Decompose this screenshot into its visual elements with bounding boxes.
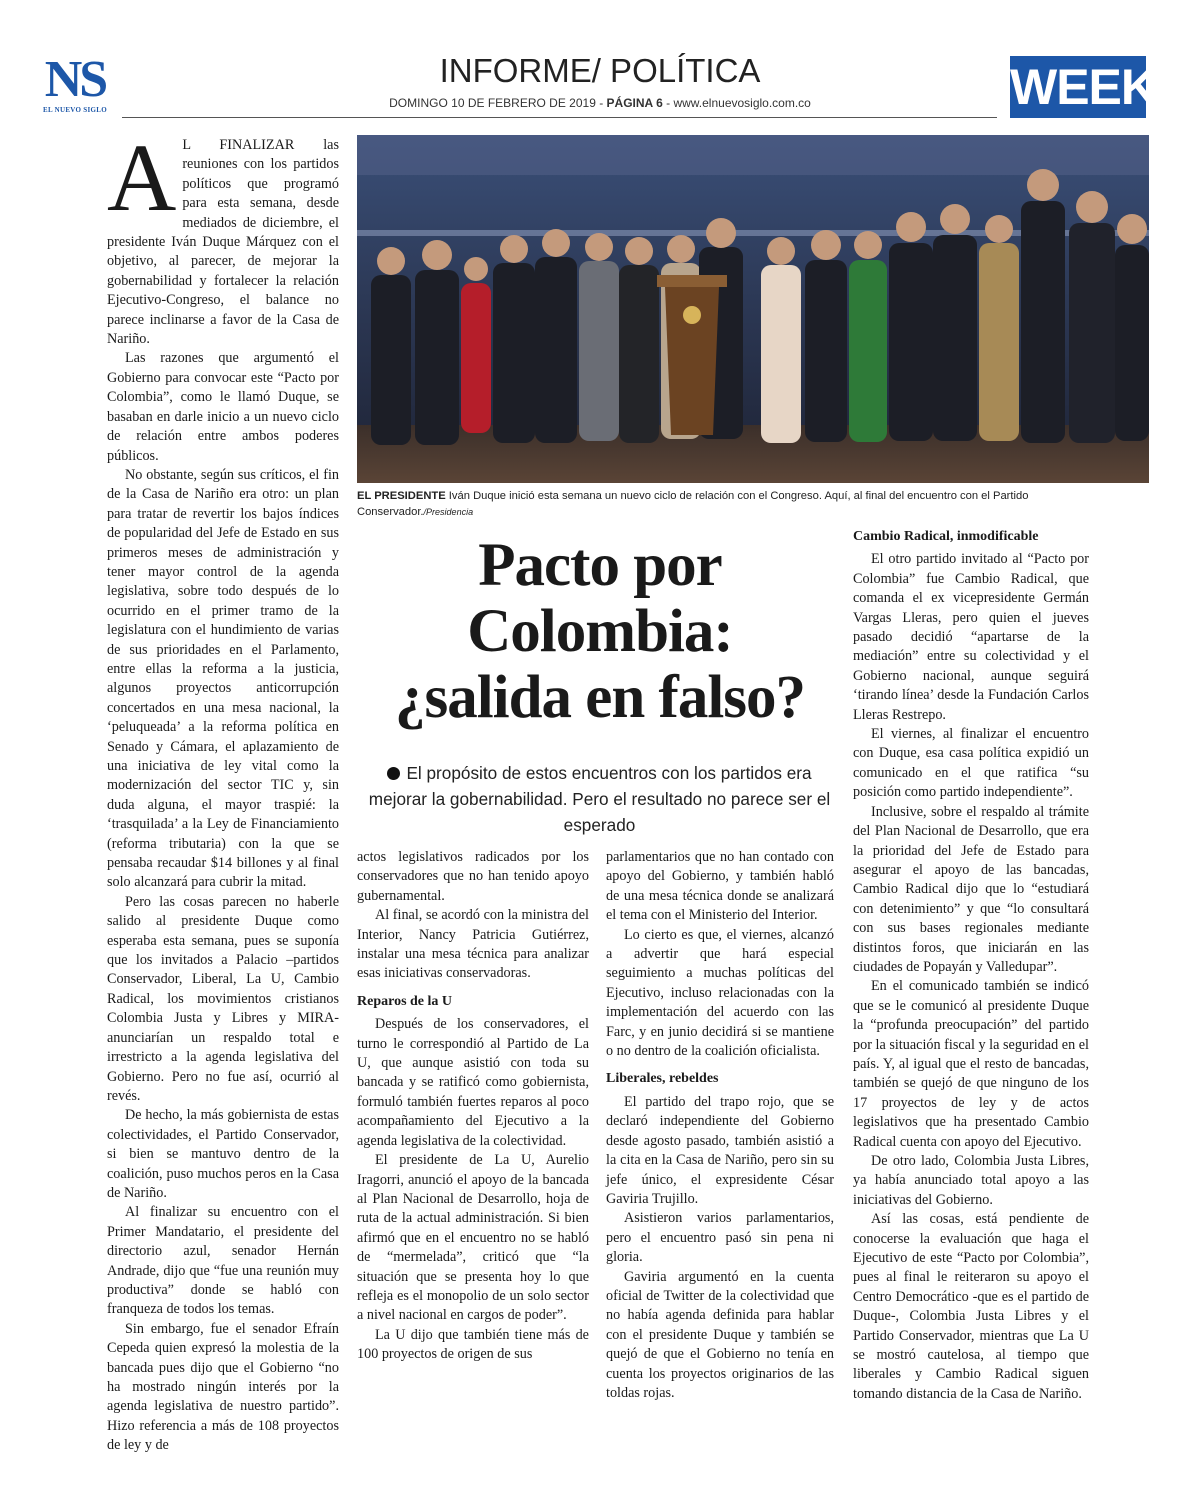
- bullet-icon: [387, 767, 400, 780]
- paragraph: parlamentarios que no han contado con apoyo del Gobierno, y también habló de una mesa técnica donde se analizará el tema con el Ministerio del Interior.: [606, 849, 834, 924]
- paragraph: Las razones que argumentó el Gobierno para convocar este “Pacto por Colombia”, como le llamó Duque, se basaban en darle inicio a un nuevo ciclo de relación entre ambos poderes públicos.: [107, 350, 339, 464]
- logo-subtitle: EL NUEVO SIGLO: [43, 106, 107, 114]
- paragraph: Lo cierto es que, el viernes, alcanzó a advertir que hará especial seguimiento a muchas políticas del Ejecutivo, incluso relacionadas con la implementación del acuerdo con las Farc, y en junio decidirá si se mantiene o no dentro de la coalición oficialista.: [606, 926, 834, 1060]
- paragraph: El viernes, al finalizar el encuentro con Duque, esa casa política expidió un comunicado en el que ratifica “su posición como partido independiente”.: [853, 726, 1089, 801]
- column-1: [107, 124, 340, 1456]
- paragraph: actos legislativos radicados por los conservadores que no han tenido apoyo gubernamental.: [357, 849, 589, 904]
- caption-lead: EL PRESIDENTE: [357, 490, 446, 502]
- paragraph: Al final, se acordó con la ministra del Interior, Nancy Patricia Gutiérrez, instalar una mesa técnica para analizar esas iniciativas conservadoras.: [357, 907, 589, 982]
- headline-line-3: ¿salida en falso?: [394, 664, 806, 731]
- paragraph-text: las reuniones con los partidos políticos que programó para esta semana, desde mediados de diciembre, el presidente Iván Duque Márquez con el objetivo, al parecer, de mejorar la gobernabilidad y fortalecer la relación Ejecutivo-Congreso, el balance no parece inclinarse a favor de la Casa de Nariño.: [107, 137, 340, 348]
- photo-caption: [357, 488, 1147, 520]
- paragraph: El otro partido invitado al “Pacto por Colombia” fue Cambio Radical, que comanda el ex vicepresidente Germán Vargas Lleras, pero quien el jueves pasado decidió “apartarse de la mediación” entre su colectividad y el Gobierno nacional, aunque seguirá ‘tirando línea’ desde la Fundación Carlos Lleras Restrepo.: [853, 551, 1089, 723]
- paragraph: De otro lado, Colombia Justa Libres, ya había anunciado total apoyo a las iniciativas del Gobierno.: [853, 1153, 1089, 1208]
- paragraph: El presidente de La U, Aurelio Iragorri, anunció el apoyo de la bancada al Plan Nacional de Desarrollo, hoja de ruta de la actual administración. Si bien afirmó que en el encuentro no se habló de “mermelada”, criticó que “la situación que se presenta hoy lo que refleja es el monopolio de un solo sector a nivel nacional en cargos de poder”.: [357, 1152, 589, 1324]
- date-text: DOMINGO 10 DE FEBRERO DE 2019 -: [389, 96, 604, 110]
- caption-text: Iván Duque inició esta semana un nuevo ciclo de relación con el Congreso. Aquí, al final del encuentro con el Partido Conservador.: [357, 490, 1029, 518]
- header-divider: [122, 117, 997, 118]
- newspaper-logo: [42, 51, 108, 118]
- subheadline-text: El propósito de estos encuentros con los partidos era mejorar la gobernabilidad. Pero el resultado no parece ser el esperado: [368, 763, 831, 835]
- page-number: PÁGINA 6: [606, 96, 663, 110]
- section-heading: Reparos de la U: [357, 993, 453, 1009]
- paragraph: Así las cosas, está pendiente de conocerse la evaluación que haga el Ejecutivo de este “Pacto por Colombia”, pues al final le reiteraron su apoyo el Centro Democrático -que es el partido de Duque-, Colombia Justa Libres y el Partido Conservador, mientras que La U se mostró cautelosa, al tiempo que liberales y Cambio Radical siguen tomando distancia de la Casa de Nariño.: [853, 1211, 1089, 1402]
- paragraph: Sin embargo, fue el senador Efraín Cepeda quien expresó la molestia de la bancada pues dijo que el Gobierno “no ha mostrado ningún interés por la agenda legislativa de nuestro partido”. Hizo referencia a más de 108 proyectos de ley y de: [107, 1320, 339, 1454]
- week-badge: WEEK: [1010, 56, 1146, 118]
- date-line: [300, 96, 900, 110]
- paragraph: Gaviria argumentó en la cuenta oficial de Twitter de la colectividad que no había agenda definida para hablar con el presidente Duque y también se quejó de que el Gobierno no tenía en cuenta los proyectos originarios de las toldas rojas.: [606, 1268, 834, 1401]
- section-heading: Liberales, rebeldes: [606, 1071, 719, 1087]
- column-2: [357, 848, 589, 1365]
- paragraph: Pero las cosas parecen no haberle salido al presidente Duque como esperaba esta semana, pues se suponía que los invitados a Palacio –partidos Conservador, Liberal, La U, Cambio Radical, los movimientos cristianos Colombia Justa y Libres y MIRA- anunciarían un respaldo total e irrestricto a la agenda legislativa del Gobierno. Pero no fue así, ocurrió al revés.: [107, 893, 339, 1104]
- paragraph: [107, 124, 340, 349]
- headline: [360, 533, 840, 731]
- paragraph: Asistieron varios parlamentarios, pero el encuentro pasó sin pena ni gloria.: [606, 1210, 834, 1266]
- column-4: [853, 527, 1089, 1404]
- paragraph: Después de los conservadores, el turno le correspondió al Partido de La U, que aunque asistió con toda su bancada y se ratificó como gobiernista, formuló también fuertes reparos al poco acompañamiento del Ejecutivo a la agenda legislativa de la colectividad.: [357, 1016, 589, 1149]
- section-heading: Cambio Radical, inmodificable: [853, 529, 1039, 544]
- paragraph: Inclusive, sobre el respaldo al trámite del Plan Nacional de Desarrollo, que era la prioridad del Jefe de Estado para asegurar el apoyo de las bancadas, Cambio Radical dijo que lo “estudiará con detenimiento” y que “lo consultará con sus bases regionales mediante distintos foros, que iniciarán en las ciudades de Popayán y Valledupar”.: [853, 803, 1089, 975]
- headline-line-1: Pacto por: [478, 532, 722, 599]
- article-photo: [357, 135, 1149, 483]
- paragraph: En el comunicado también se indicó que se le comunicó al presidente Duque la “profunda preocupación” del partido por la situación fiscal y la seguridad en el país. Y, al igual que el resto de bancadas, también se quejó de que ninguno de los 17 proyectos de ley y de actos legislativos que ha presentado Cambio Radical cuenta con apoyo del Ejecutivo.: [853, 978, 1089, 1150]
- paragraph: De hecho, la más gobiernista de estas colectividades, el Partido Conservador, si bien se mantuvo dentro de la coalición, puso muchos peros en la Casa de Nariño.: [107, 1107, 339, 1201]
- paragraph: Al finalizar su encuentro con el Primer Mandatario, el presidente del directorio azul, senador Hernán Andrade, dijo que “fue una reunión muy productiva” donde se habló con franqueza de todos los temas.: [107, 1204, 339, 1318]
- site-url: - www.elnuevosiglo.com.co: [666, 96, 811, 110]
- logo-mark: NS: [44, 51, 106, 108]
- paragraph: No obstante, según sus críticos, el fin de la Casa de Nariño era otro: un plan para tratar de revertir los bajos índices de popularidad del Jefe de Estado en sus primeros meses de administración y tener mayor control de la agenda legislativa, sobre todo después de lo ocurrido en el primer tramo de la legislatura con el hundimiento de varias de sus prioridades en el Parlamento, entre ellas la reforma a la justicia, algunos proyectos anticorrupción concertados en una mesa nacional, la ‘peluqueada’ a la reforma política en Senado y Cámara, el aplazamiento de una iniciativa de ley vital como la modernización del sector TIC y, sin duda alguna, el mayor traspié: la ‘trasquilada’ a la Ley de Financiamiento (reforma tributaria) con la que se pensaba recaudar $14 billones y al final solo alcanzará para cubrir la mitad.: [107, 466, 339, 891]
- subheadline: [362, 760, 837, 838]
- photo-credit: /Presidencia: [423, 507, 474, 517]
- lead-in: L FINALIZAR: [182, 137, 295, 153]
- headline-line-2: Colombia:: [467, 598, 733, 665]
- photo-illustration: [357, 135, 1149, 483]
- drop-cap: A: [107, 124, 177, 231]
- column-3: [606, 848, 834, 1403]
- section-title: INFORME/ POLÍTICA: [439, 52, 761, 89]
- paragraph: La U dijo que también tiene más de 100 proyectos de origen de sus: [357, 1326, 589, 1363]
- paragraph: El partido del trapo rojo, que se declaró independiente del Gobierno desde agosto pasado, también asistió a la cita en la Casa de Nariño, pero sin su jefe único, el expresidente César Gaviria Trujillo.: [606, 1093, 834, 1207]
